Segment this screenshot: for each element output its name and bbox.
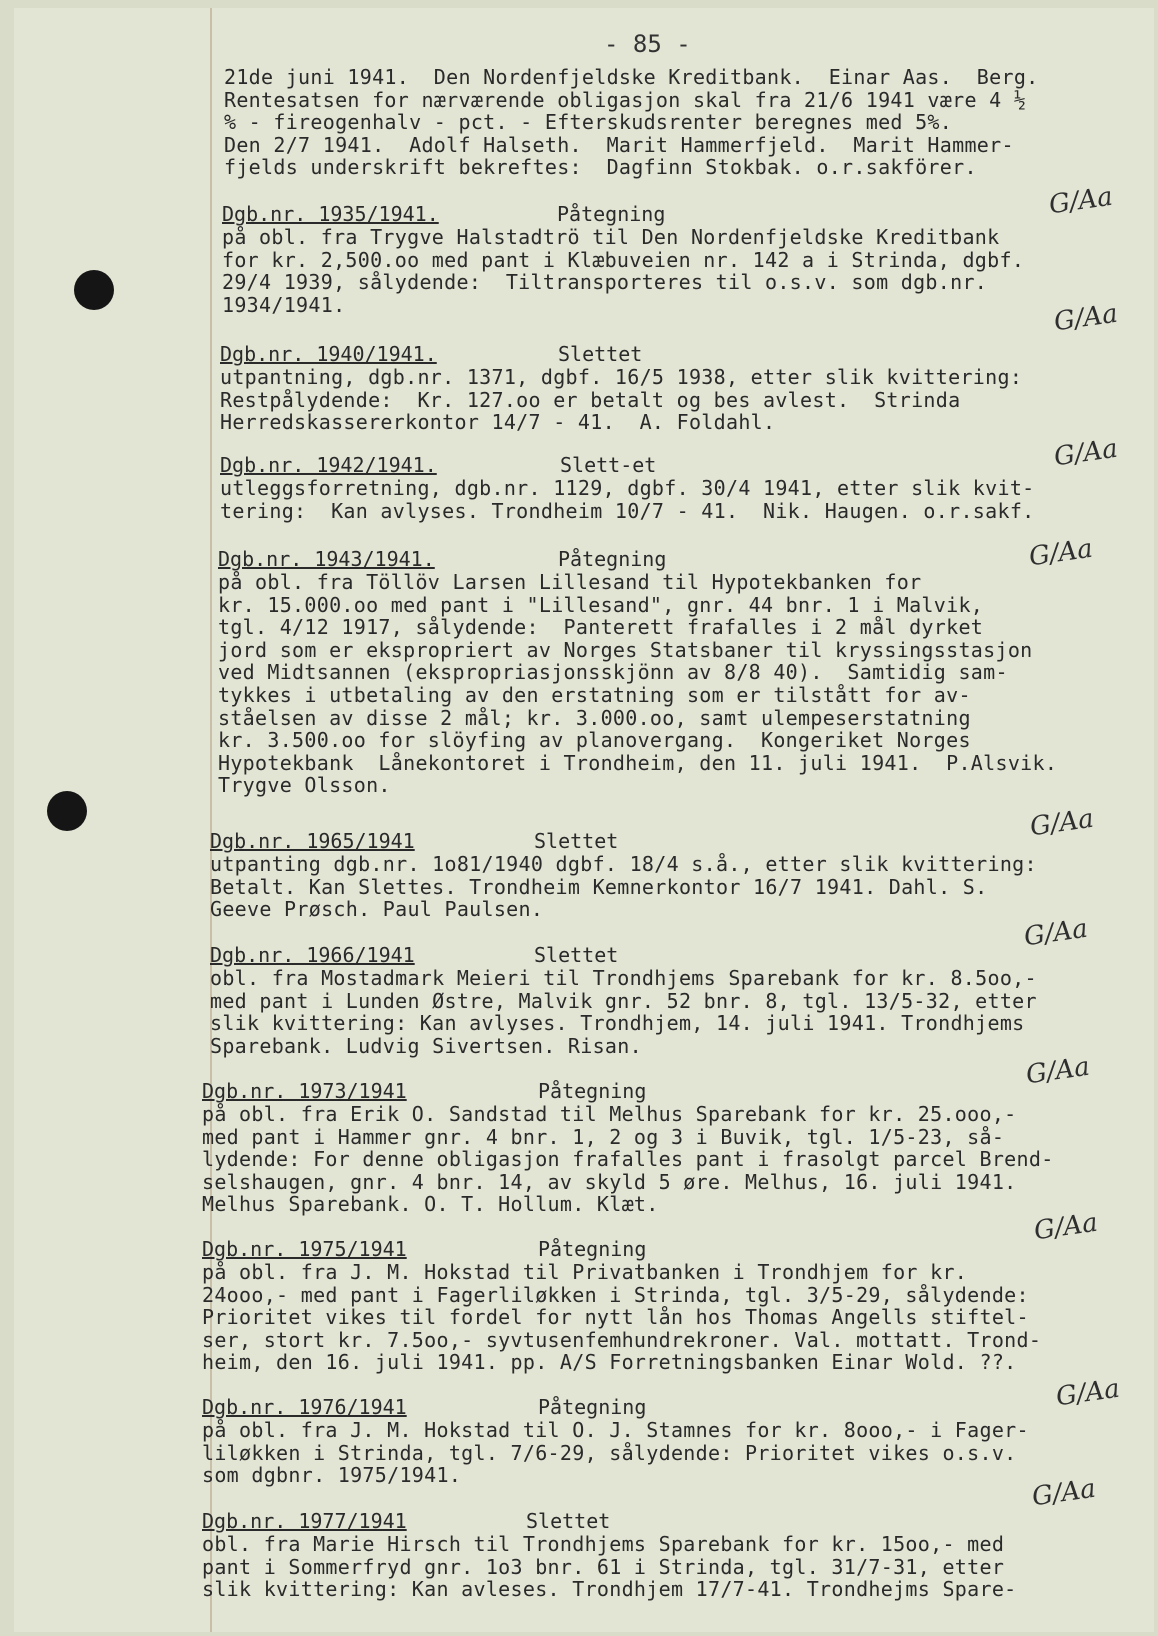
entry-number: Dgb.nr. 1942/1941.: [220, 453, 437, 477]
handwritten-initials: G/Aa: [1027, 533, 1095, 573]
text-line: ser, stort kr. 7.5oo,- syvtusenfemhundrekroner. Val. mottatt. Trond-: [202, 1327, 1042, 1352]
text-line: tering: Kan avlyses. Trondheim 10/7 - 41. Nik. Haugen. o.r.sakf.: [220, 498, 1035, 523]
text-line: på obl. fra Erik O. Sandstad til Melhus Sparebank for kr. 25.ooo,-: [202, 1102, 1017, 1126]
ledger-entry: [210, 944, 1037, 1057]
ledger-entry: [202, 1080, 1054, 1216]
entry-type: Påtegning: [538, 1237, 647, 1261]
text-line: jord som er ekspropriert av Norges Statsbaner til kryssingsstasjon: [218, 637, 1033, 662]
intro-text: [224, 66, 1039, 179]
text-line: utpantning, dgb.nr. 1371, dgbf. 16/5 1938, etter slik kvittering:: [220, 365, 1023, 389]
text-line: med pant i Lunden Østre, Malvik gnr. 52 bnr. 8, tgl. 13/5-32, etter: [210, 988, 1037, 1013]
page-number: - 85 -: [604, 30, 691, 58]
handwritten-initials: G/Aa: [1032, 1207, 1100, 1247]
text-line: Prioritet vikes til fordel for nytt lån hos Thomas Angells stiftel-: [202, 1305, 1029, 1330]
text-line: Rentesatsen for nærværende obligasjon skal fra 21/6 1941 være 4 ½: [224, 87, 1027, 112]
text-line: med pant i Hammer gnr. 4 bnr. 1, 2 og 3 i Buvik, tgl. 1/5-23, så-: [202, 1124, 1005, 1149]
binder-hole: [74, 270, 114, 310]
text-line: Restpålydende: Kr. 127.oo er betalt og bes avlest. Strinda: [220, 387, 961, 412]
entry-number: Dgb.nr. 1975/1941: [202, 1237, 407, 1261]
text-line: 24ooo,- med pant i Fagerliløkken i Strinda, tgl. 3/5-29, sålydende:: [202, 1282, 1029, 1307]
text-line: på obl. fra Trygve Halstadtrö til Den Nordenfjeldske Kreditbank: [222, 225, 1000, 249]
text-line: Geeve Prøsch. Paul Paulsen.: [210, 897, 544, 922]
entry-type: Slettet: [526, 1509, 611, 1533]
text-line: som dgbnr. 1975/1941.: [202, 1463, 462, 1488]
text-line: ved Midtsannen (ekspropriasjonsskjönn av 8/8 40). Samtidig sam-: [218, 660, 1008, 685]
ledger-entry: [218, 548, 1057, 797]
entry-number: Dgb.nr. 1965/1941: [210, 829, 415, 853]
text-line: Hypotekbank Lånekontoret i Trondheim, den 11. juli 1941. P.Alsvik.: [218, 750, 1058, 775]
entry-number: Dgb.nr. 1966/1941: [210, 943, 415, 967]
binder-hole: [47, 791, 87, 831]
text-line: selshaugen, gnr. 4 bnr. 14, av skyld 5 øre. Melhus, 16. juli 1941.: [202, 1169, 1017, 1194]
entry-number: Dgb.nr. 1973/1941: [202, 1079, 407, 1103]
entry-type: Slettet: [534, 829, 619, 853]
text-line: Trygve Olsson.: [218, 773, 391, 798]
entry-type: Slettet: [558, 342, 643, 366]
text-line: 29/4 1939, sålydende: Tiltransporteres til o.s.v. som dgb.nr.: [222, 270, 988, 295]
entry-number: Dgb.nr. 1977/1941: [202, 1509, 407, 1533]
handwritten-initials: G/Aa: [1052, 433, 1120, 473]
ledger-entry: [220, 454, 1035, 522]
handwritten-initials: G/Aa: [1022, 913, 1090, 953]
ledger-entry: [202, 1396, 1029, 1487]
ledger-entry: [202, 1238, 1041, 1374]
text-line: for kr. 2,500.oo med pant i Klæbuveien nr. 142 a i Strinda, dgbf.: [222, 247, 1025, 272]
handwritten-initials: G/Aa: [1047, 181, 1115, 221]
entry-number: Dgb.nr. 1976/1941: [202, 1395, 407, 1419]
text-line: utleggsforretning, dgb.nr. 1129, dgbf. 30/4 1941, etter slik kvit-: [220, 476, 1035, 500]
text-line: kr. 3.500.oo for slöyfing av planovergang. Kongeriket Norges: [218, 728, 971, 753]
text-line: Herredskassererkontor 14/7 - 41. A. Foldahl.: [220, 410, 776, 435]
text-line: Den 2/7 1941. Adolf Halseth. Marit Hammerfjeld. Marit Hammer-: [224, 132, 1014, 157]
entry-number: Dgb.nr. 1935/1941.: [222, 202, 439, 226]
handwritten-initials: G/Aa: [1030, 1473, 1098, 1513]
entry-type: Slettet: [534, 943, 619, 967]
ledger-entry: [210, 830, 1037, 921]
text-line: slik kvittering: Kan avleses. Trondhjem 17/7-41. Trondhejms Spare-: [202, 1577, 1017, 1602]
text-line: Sparebank. Ludvig Sivertsen. Risan.: [210, 1033, 642, 1058]
entry-type: Påtegning: [557, 202, 666, 226]
entry-number: Dgb.nr. 1940/1941.: [220, 342, 437, 366]
handwritten-initials: G/Aa: [1054, 1373, 1122, 1413]
ledger-entry: [202, 1510, 1017, 1601]
text-line: liløkken i Strinda, tgl. 7/6-29, sålydende: Prioritet vikes o.s.v.: [202, 1440, 1017, 1465]
text-line: % - fireogenhalv - pct. - Efterskudsrenter beregnes med 5%.: [224, 110, 953, 135]
ledger-entry: [222, 203, 1024, 316]
text-line: fjelds underskrift bekreftes: Dagfinn Stokbak. o.r.sakförer.: [224, 155, 977, 180]
text-line: pant i Sommerfryd gnr. 1o3 bnr. 61 i Strinda, tgl. 31/7-31, etter: [202, 1554, 1005, 1579]
text-line: 21de juni 1941. Den Nordenfjeldske Kreditbank. Einar Aas. Berg.: [224, 65, 1039, 89]
ledger-entry: [220, 343, 1022, 434]
text-line: 1934/1941.: [222, 292, 346, 317]
text-line: tykkes i utbetaling av den erstatning som er tilstått for av-: [218, 682, 971, 707]
text-line: obl. fra Marie Hirsch til Trondhjems Sparebank for kr. 15oo,- med: [202, 1532, 1005, 1556]
text-line: utpanting dgb.nr. 1o81/1940 dgbf. 18/4 s.å., etter slik kvittering:: [210, 852, 1037, 876]
entry-type: Påtegning: [558, 547, 667, 571]
entry-number: Dgb.nr. 1943/1941.: [218, 547, 435, 571]
text-line: tgl. 4/12 1917, sålydende: Panterett frafalles i 2 mål dyrket: [218, 615, 984, 640]
text-line: kr. 15.000.oo med pant i "Lillesand", gnr. 44 bnr. 1 i Malvik,: [218, 592, 984, 617]
handwritten-initials: G/Aa: [1024, 1051, 1092, 1091]
text-line: Melhus Sparebank. O. T. Hollum. Klæt.: [202, 1192, 659, 1217]
text-line: obl. fra Mostadmark Meieri til Trondhjems Sparebank for kr. 8.5oo,-: [210, 966, 1037, 990]
entry-type: Påtegning: [538, 1395, 647, 1419]
entry-type: Slett-et: [560, 453, 657, 477]
margin-line: [210, 8, 212, 1632]
entry-type: Påtegning: [538, 1079, 647, 1103]
text-line: heim, den 16. juli 1941. pp. A/S Forretningsbanken Einar Wold. ??.: [202, 1350, 1017, 1375]
text-line: Betalt. Kan Slettes. Trondheim Kemnerkontor 16/7 1941. Dahl. S.: [210, 874, 988, 899]
handwritten-initials: G/Aa: [1052, 298, 1120, 338]
text-line: lydende: For denne obligasjon frafalles pant i frasolgt parcel Brend-: [202, 1147, 1054, 1172]
text-line: på obl. fra J. M. Hokstad til O. J. Stamnes for kr. 8ooo,- i Fager-: [202, 1418, 1029, 1442]
text-line: på obl. fra J. M. Hokstad til Privatbanken i Trondhjem for kr.: [202, 1260, 968, 1284]
text-line: ståelsen av disse 2 mål; kr. 3.000.oo, samt ulempeserstatning: [218, 705, 971, 730]
ledger-page: [14, 8, 1154, 1632]
text-line: på obl. fra Töllöv Larsen Lillesand til Hypotekbanken for: [218, 570, 922, 594]
text-line: slik kvittering: Kan avlyses. Trondhjem, 14. juli 1941. Trondhjems: [210, 1011, 1025, 1036]
handwritten-initials: G/Aa: [1028, 803, 1096, 843]
